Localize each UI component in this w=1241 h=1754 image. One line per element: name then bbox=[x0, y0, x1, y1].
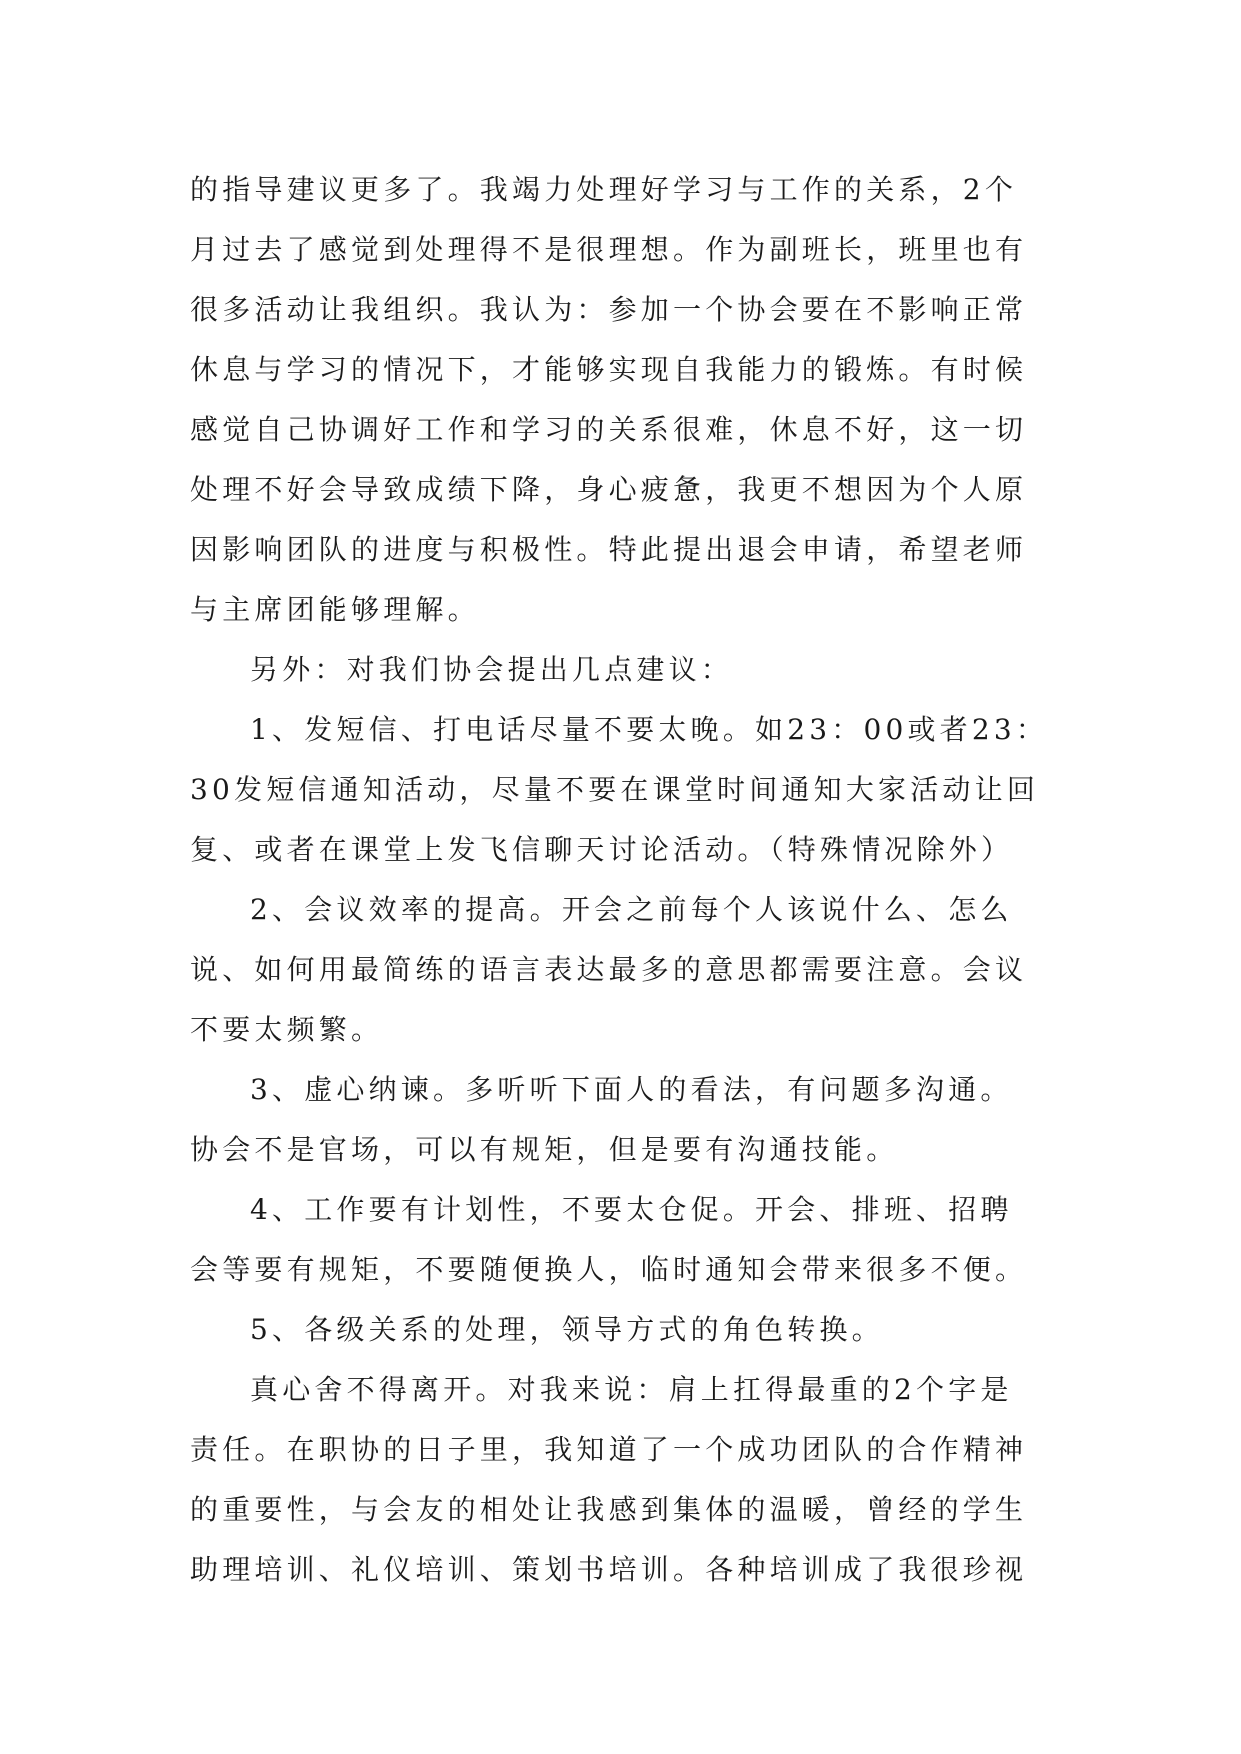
text-line: 处理不好会导致成绩下降，身心疲惫，我更不想因为个人原 bbox=[190, 473, 1028, 506]
text-line: 休息与学习的情况下，才能够实现自我能力的锻炼。有时候 bbox=[190, 353, 1028, 386]
text-line: 与主席团能够理解。 bbox=[190, 593, 480, 626]
text-line: 责任。在职协的日子里，我知道了一个成功团队的合作精神 bbox=[190, 1433, 1028, 1466]
text-line: 的指导建议更多了。我竭力处理好学习与工作的关系，2个 bbox=[190, 173, 1018, 206]
text-line: 因影响团队的进度与积极性。特此提出退会申请，希望老师 bbox=[190, 533, 1028, 566]
text-line: 的重要性，与会友的相处让我感到集体的温暖，曾经的学生 bbox=[190, 1493, 1028, 1526]
text-line: 3、虚心纳谏。多听听下面人的看法，有问题多沟通。 bbox=[250, 1073, 1013, 1106]
text-line: 协会不是官场，可以有规矩，但是要有沟通技能。 bbox=[190, 1133, 899, 1166]
text-line: 感觉自己协调好工作和学习的关系很难，休息不好，这一切 bbox=[190, 413, 1028, 446]
text-line: 助理培训、礼仪培训、策划书培训。各种培训成了我很珍视 bbox=[190, 1553, 1028, 1586]
text-line: 不要太频繁。 bbox=[190, 1013, 384, 1046]
text-line: 会等要有规矩，不要随便换人，临时通知会带来很多不便。 bbox=[190, 1253, 1028, 1286]
text-line: 真心舍不得离开。对我来说：肩上扛得最重的2个字是 bbox=[250, 1373, 1013, 1406]
text-line: 5、各级关系的处理，领导方式的角色转换。 bbox=[250, 1313, 884, 1346]
text-line: 4、工作要有计划性，不要太仓促。开会、排班、招聘 bbox=[250, 1193, 1013, 1226]
text-line: 1、发短信、打电话尽量不要太晚。如23：00或者23： bbox=[250, 713, 1049, 746]
text-line: 很多活动让我组织。我认为：参加一个协会要在不影响正常 bbox=[190, 293, 1028, 326]
body-text bbox=[190, 160, 1058, 1600]
text-line: 复、或者在课堂上发飞信聊天讨论活动。（特殊情况除外） bbox=[190, 833, 1014, 866]
text-line: 月过去了感觉到处理得不是很理想。作为副班长，班里也有 bbox=[190, 233, 1028, 266]
text-line: 30发短信通知活动，尽量不要在课堂时间通知大家活动让回 bbox=[190, 773, 1040, 806]
text-line: 另外：对我们协会提出几点建议： bbox=[250, 653, 734, 686]
text-line: 说、如何用最简练的语言表达最多的意思都需要注意。会议 bbox=[190, 953, 1028, 986]
text-line: 2、会议效率的提高。开会之前每个人该说什么、怎么 bbox=[250, 893, 1013, 926]
